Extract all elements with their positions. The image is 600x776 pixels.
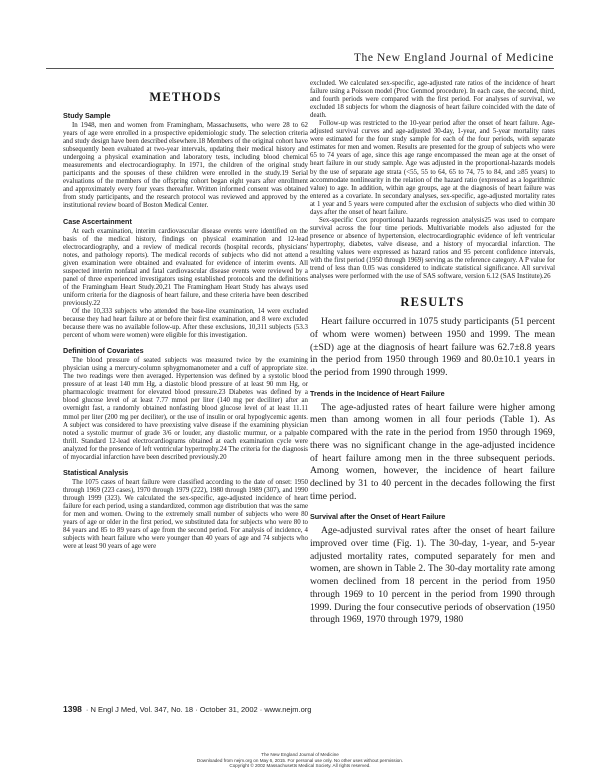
study-sample-heading: Study Sample [63, 111, 111, 120]
statistical-analysis-paragraph: The 1075 cases of heart failure were classified according to the date of onset: 1950 through 1969 (223 cases), 1970 through 1979 (222), 1980 through 1989 (307), and 1990 through 1999 (323). We calculated the sex-specific, age-adjusted incidence of heart failure for each period, using a standardized, common age distribution that was the same for men and women. Owing to the extremely small number of subjects who were 80 years of age or older in the first period, we substituted data for subjects who were 80 to 84 years and 85 to 89 years of age from the second period. For analysis of incidence, 4 subjects with heart failure who were younger than 40 years of age and 74 subjects who were at least 90 years of age were [63, 478, 308, 551]
study-sample-paragraph: In 1948, men and women from Framingham, Massachusetts, who were 28 to 62 years of age were enrolled in a prospective epidemiologic study. The selection criteria and study design have been described elsewhere.18 Members of the original cohort have subsequently been evaluated at two-year intervals, updating their medical history and undergoing a physical examination and laboratory tests, including blood chemical measurements and electrocardiography. In 1971, the children of the original study participants and the spouses of these children were enrolled in the study.19 Serial evaluations of the members of the offspring cohort began eight years after enrollment and approximately every four years thereafter. Written informed consent was obtained from study participants, and the research protocol was reviewed and approved by the institutional review board of Boston Medical Center. [63, 122, 308, 210]
download-notice-journal: The New England Journal of Medicine [261, 752, 339, 757]
covariates-paragraph: The blood pressure of seated subjects was measured twice by the examining physician using a mercury-column sphygmomanometer and a cuff of appropriate size. The two readings were then averaged. Hypertension was defined by a systolic blood pressure of at least 140 mm Hg, a diastolic blood pressure of at least 90 mm Hg, or pharmacologic treatment for elevated blood pressure.23 Diabetes was defined by a blood glucose level of at least 7.77 mmol per liter (140 mg per deciliter) after an overnight fast, a randomly obtained nonfasting blood glucose level of at least 11.11 mmol per liter (200 mg per deciliter), or the use of insulin or oral hypoglycemic agents. A subject was considered to have preexisting valve disease if the examining physician noted a systolic murmur of grade 3/6 or louder, any diastolic murmur, or a palpable thrill. Standard 12-lead electrocardiograms obtained at each examination cycle were analyzed for the presence of left ventricular hypertrophy.24 The criteria for the diagnosis of myocardial infarction have been described previously.20 [63, 357, 308, 461]
case-ascertainment-paragraph: Of the 10,333 subjects who attended the base-line examination, 14 were excluded because they had heart failure at or before their first examination, and 8 were excluded because there was no available follow-up. After these exclusions, 10,311 subjects (53.3 percent of whom were women) were eligible for this investigation. [63, 307, 308, 340]
statistical-analysis-continued: excluded. We calculated sex-specific, age-adjusted rate ratios of the incidence of heart failure using a Poisson model (Proc Genmod procedure). In each case, the second, third, and fourth periods were compared with the first period. For analyses of survival, we excluded 18 subjects for whom the diagnosis of heart failure coincided with the date of death. [310, 80, 555, 120]
statistical-analysis-heading: Statistical Analysis [63, 467, 129, 477]
left-column [63, 80, 308, 551]
statistical-analysis-paragraph: Follow-up was restricted to the 10-year period after the onset of heart failure. Age-adjusted survival curves and age-adjusted 30-day, 1-year, and 5-year mortality rates were estimated for the four study sample for each of the four periods, with separate estimates for men and women. Results are presented for the group of subjects who were 65 to 74 years of age, since this age range encompassed the mean age at the onset of heart failure in our study sample. Age was adjusted in the proportional-hazards models by the use of separate age strata (<55, 55 to 64, 65 to 74, 75 to 84, and ≥85 years) to accommodate nonlinearity in the relation of the hazard ratio (expressed as a logarithmic value) to age. In addition, within age groups, age at the diagnosis of heart failure was entered as a covariate. In secondary analyses, sex-specific, age-adjusted mortality rates at 1 year and 5 years were computed after the exclusion of subjects who died within 30 days after the onset of heart failure. [310, 120, 555, 216]
page-footer [63, 704, 311, 714]
case-ascertainment-paragraph: At each examination, interim cardiovascular disease events were identified on the basis of the medical history, findings on physical examination and 12-lead electrocardiography, and a review of medical records (hospital records, physicians' notes, and pathology reports). The medical records of subjects who did not attend a given examination were obtained and evaluated for evidence of interim events. All suspected interim nonfatal and fatal cardiovascular disease events were reviewed by a panel of three experienced investigators using established protocols and the definitions of the Framingham Heart Study.20,21 The Framingham Heart Study has always used uniform criteria for the diagnosis of heart failure, and these criteria have been described previously.22 [63, 227, 308, 307]
results-title: RESULTS [400, 295, 465, 310]
covariates-heading: Definition of Covariates [63, 346, 144, 356]
survival-heading: Survival after the Onset of Heart Failure [310, 512, 446, 522]
journal-citation: · N Engl J Med, Vol. 347, No. 18 · October 31, 2002 · www.nejm.org [85, 705, 312, 714]
trends-heading: Trends in the Incidence of Heart Failure [310, 388, 445, 398]
download-notice-terms: Downloaded from nejm.org on May 6, 2015. For personal use only. No other uses without permission. [196, 757, 404, 763]
download-notice [0, 752, 600, 769]
results-intro-paragraph: Heart failure occurred in 1075 study participants (51 percent of whom were women) between 1950 and 1999. The mean (±SD) age at the diagnosis of heart failure was 62.7±8.8 years in the period from 1950 through 1969 and 80.0±10.1 years in the period from 1990 through 1999. [310, 316, 555, 378]
page-number: 1398 [63, 704, 82, 714]
case-ascertainment-heading: Case Ascertainment [63, 216, 132, 226]
survival-paragraph: Age-adjusted survival rates after the onset of heart failure improved over time (Fig. 1). The 30-day, 1-year, and 5-year adjusted mortality rates, computed separately for men and women, are shown in Table 2. The 30-day mortality rate among women declined from 18 percent in the period from 1950 through 1969 to 10 percent in the period from 1990 through 1999. During the four consecutive periods of observation (1950 through 1969, 1970 through 1979, 1980 [310, 525, 555, 626]
download-notice-copyright: Copyright © 2002 Massachusetts Medical Society. All rights reserved. [229, 763, 371, 769]
methods-title: METHODS [149, 90, 222, 104]
statistical-analysis-paragraph: Sex-specific Cox proportional hazards regression analysis25 was used to compare survival across the four time periods. Multivariable models also adjusted for the presence or absence of hypertension, electrocardiographic evidence of left ventricular hypertrophy, diabetes, valve disease, and a history of myocardial infarction. The resulting values were expressed as hazard ratios and 95 percent confidence intervals, with the first period (1950 through 1969) serving as the reference category. A P value for trend of less than 0.05 was considered to indicate statistical significance. All survival analyses were performed with the use of SAS software, version 6.12 (SAS Institute).26 [310, 216, 555, 281]
running-head: The New England Journal of Medicine [353, 52, 554, 64]
trends-paragraph: The age-adjusted rates of heart failure were higher among men than among women in all four periods (Table 1). As compared with the rate in the period from 1950 through 1969, there was no significant change in the age-adjusted incidence of heart failure among men in the three subsequent periods. Among women, however, the incidence of heart failure declined by 31 to 40 percent in the decades following the first time period. [310, 401, 555, 502]
right-column [310, 80, 555, 627]
header-rule [46, 68, 554, 69]
